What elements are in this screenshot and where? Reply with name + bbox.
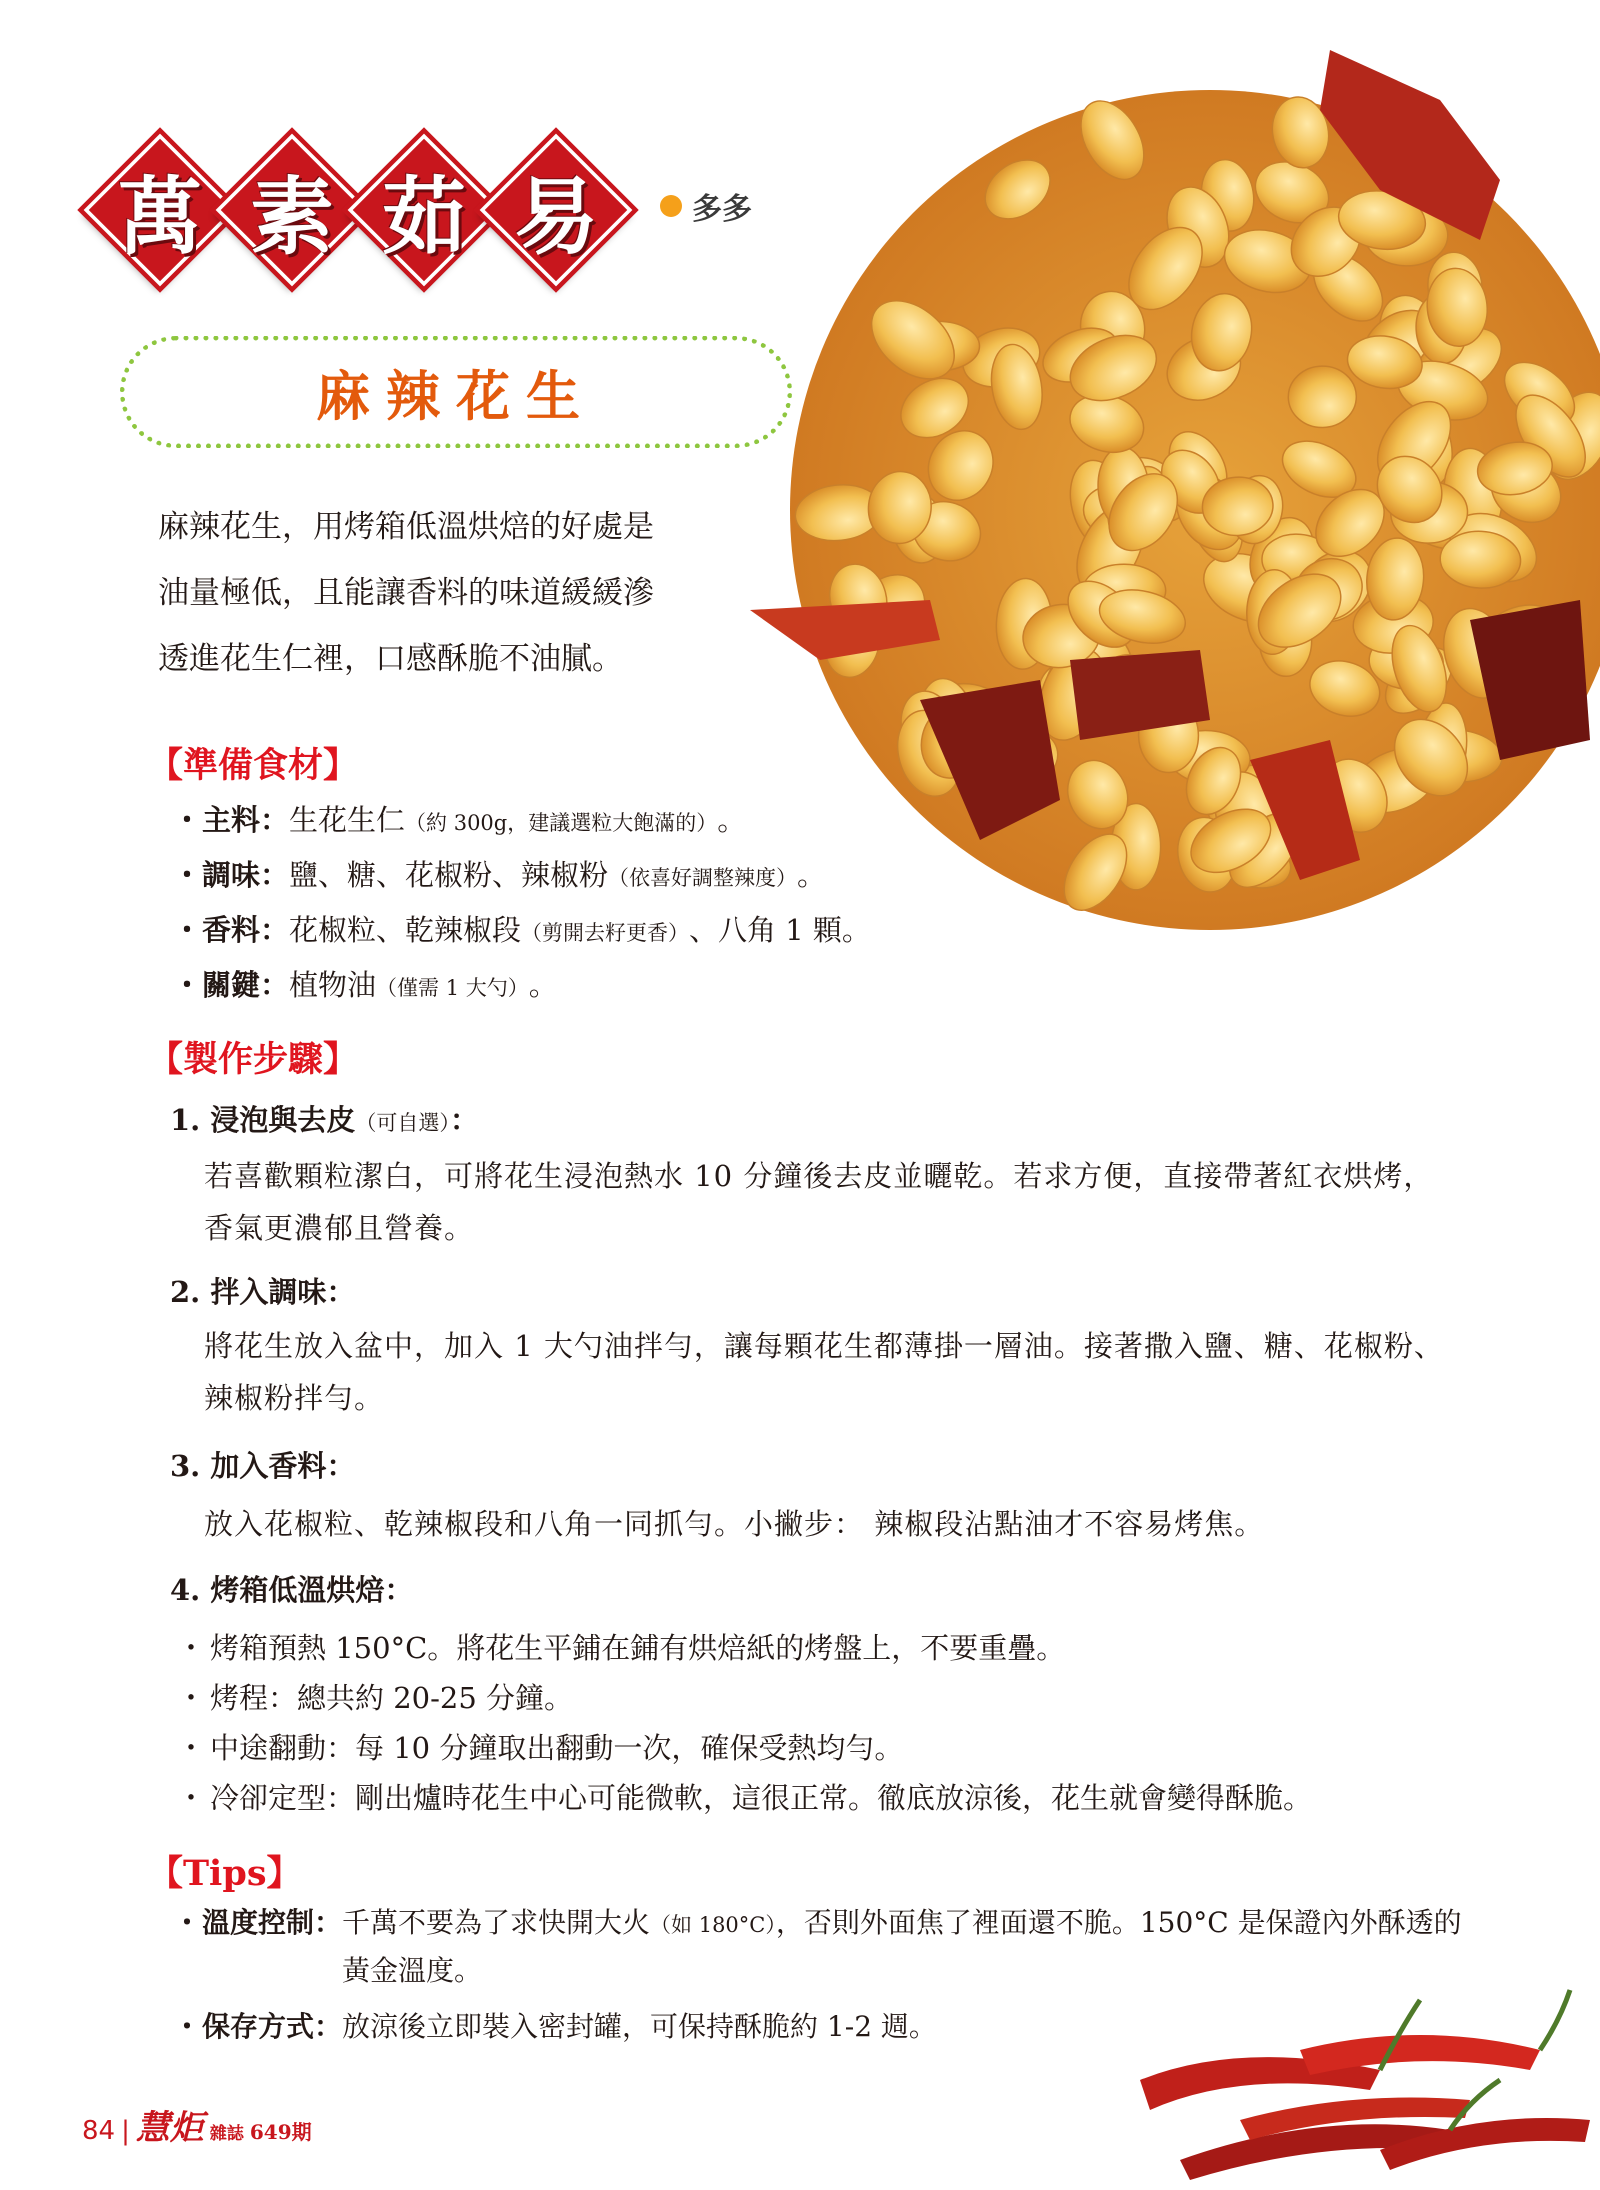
page-footer [82, 2100, 312, 2149]
step-title: 4. 烤箱低溫烘焙： [170, 1573, 414, 1607]
recipe-title-frame [120, 336, 792, 448]
column-char-tile [100, 150, 220, 270]
footer-separator: | [121, 2116, 130, 2146]
ingredient-note: （約 300g，建議選粒大飽滿的） [405, 811, 718, 835]
ingredient-tail: 。 [717, 803, 747, 837]
step-line: 將花生放入盆中，加入 1 大勺油拌勻，讓每顆花生都薄掛一層油。接著撒入鹽、糖、花椒粉、 [204, 1329, 1444, 1363]
tips-heading: 【Tips】 [148, 1853, 302, 1894]
magazine-sub: 雜誌 [209, 2124, 244, 2144]
intro-paragraph [158, 494, 718, 692]
column-char: 茹 [381, 166, 466, 266]
step-body [204, 1320, 1504, 1424]
step-title-note: （可自選） [355, 1111, 450, 1135]
ingredient-text: 鹽、糖、花椒粉、辣椒粉 [289, 858, 609, 892]
tip-text: 千萬不要為了求快開大火 [342, 1906, 651, 1939]
step-sub-item: ・ 烤箱預熱 150°C。將花生平鋪在鋪有烘焙紙的烤盤上，不要重疊。 [172, 1626, 1312, 1676]
step-4-list [172, 1626, 1312, 1826]
tip-text: 放涼後立即裝入密封罐，可保持酥脆約 1-2 週。 [342, 2010, 937, 2043]
tip-note: （如 180°C） [650, 1913, 776, 1937]
ingredient-note: （剪開去籽更香） [521, 921, 690, 945]
step-title: 2. 拌入調味： [170, 1275, 356, 1309]
step-title: 3. 加入香料： [170, 1449, 356, 1483]
tips-list [172, 1900, 1492, 2050]
ingredient-item: ・ 調味： 鹽、糖、花椒粉、辣椒粉 （依喜好調整辣度） 。 [172, 853, 871, 908]
step-sub-text: 烤箱預熱 150°C。將花生平鋪在鋪有烘焙紙的烤盤上，不要重疊。 [210, 1631, 1066, 1665]
step-title-text: 1. 浸泡與去皮 [170, 1103, 356, 1137]
tip-text: 黃金溫度。 [342, 1954, 483, 1987]
intro-line: 透進花生仁裡，口感酥脆不油膩。 [158, 641, 623, 677]
ingredient-text: 花椒粒、乾辣椒段 [289, 913, 522, 947]
ingredient-note: （僅需 1 大勺） [376, 976, 529, 1000]
ingredient-text: 植物油 [289, 968, 377, 1002]
bullet-dot-icon [660, 195, 682, 217]
intro-line: 油量極低，且能讓香料的味道緩緩滲 [158, 575, 654, 611]
step-body [204, 1498, 1504, 1550]
column-char-tile [496, 150, 616, 270]
intro-line: 麻辣花生，用烤箱低溫烘焙的好處是 [158, 509, 654, 545]
ingredient-note: （依喜好調整辣度） [608, 866, 798, 890]
ingredient-item: ・ 關鍵： 植物油 （僅需 1 大勺） 。 [172, 963, 871, 1018]
recipe-title: 麻辣花生 [316, 363, 596, 428]
step-sub-text: 中途翻動：每 10 分鐘取出翻動一次，確保受熱均勻。 [210, 1731, 904, 1765]
ingredient-tail: 、八角 1 顆。 [689, 913, 871, 947]
step-sub-item: ・ 中途翻動：每 10 分鐘取出翻動一次，確保受熱均勻。 [172, 1726, 1312, 1776]
steps-heading: 【製作步驟】 [148, 1039, 359, 1080]
ingredient-item: ・ 主料： 生花生仁 （約 300g，建議選粒大飽滿的） 。 [172, 798, 871, 853]
step-sub-item: ・ 烤程：總共約 20-25 分鐘。 [172, 1676, 1312, 1726]
ingredients-list [172, 798, 871, 1018]
step-line: 若喜歡顆粒潔白，可將花生浸泡熱水 10 分鐘後去皮並曬乾。若求方便，直接帶著紅衣烘烤， [204, 1159, 1434, 1193]
column-char: 萬 [117, 166, 202, 266]
column-char: 素 [249, 166, 334, 266]
ingredient-label: 主料： [202, 803, 290, 837]
ingredient-tail: 。 [528, 968, 558, 1002]
step-sub-text: 烤程：總共約 20-25 分鐘。 [210, 1681, 574, 1715]
tip-text: ，否則外面焦了裡面還不脆。150°C 是保證內外酥透的 [775, 1906, 1462, 1939]
step-line: 辣椒粉拌勻。 [204, 1381, 385, 1415]
tip-item: ・ 保存方式： 放涼後立即裝入密封罐，可保持酥脆約 1-2 週。 [172, 2004, 1492, 2050]
column-char: 易 [513, 166, 598, 266]
step-sub-item: ・ 冷卻定型：剛出爐時花生中心可能微軟，這很正常。徹底放涼後，花生就會變得酥脆。 [172, 1776, 1312, 1826]
step-line: 香氣更濃郁且營養。 [204, 1211, 475, 1245]
step-body [204, 1150, 1504, 1254]
step-sub-text: 冷卻定型：剛出爐時花生中心可能微軟，這很正常。徹底放涼後，花生就會變得酥脆。 [210, 1781, 1313, 1815]
column-char-tile [364, 150, 484, 270]
step-title-colon: ： [449, 1103, 479, 1137]
tip-label: 保存方式： [202, 2010, 343, 2043]
ingredient-text: 生花生仁 [289, 803, 406, 837]
ingredients-heading: 【準備食材】 [148, 745, 359, 786]
step-line: 放入花椒粒、乾辣椒段和八角一同抓勻。小撇步： 辣椒段沾點油才不容易烤焦。 [204, 1507, 1265, 1541]
tip-item: ・ 溫度控制： 千萬不要為了求快開大火（如 180°C），否則外面焦了裡面還不脆。150°C 是保證內外酥透的 黃金溫度。 [172, 1900, 1492, 1994]
peanut-kernel [1288, 366, 1357, 429]
tip-label: 溫度控制： [202, 1906, 343, 1939]
step-title [170, 1098, 479, 1139]
magazine-logo: 慧炬 [135, 2108, 204, 2148]
ingredient-tail: 。 [797, 858, 827, 892]
issue-number: 649期 [249, 2120, 312, 2144]
ingredient-label: 香料： [202, 913, 290, 947]
ingredient-item: ・ 香料： 花椒粒、乾辣椒段 （剪開去籽更香） 、八角 1 顆。 [172, 908, 871, 963]
column-char-tile [232, 150, 352, 270]
author-name: 多多 [692, 192, 752, 227]
ingredient-label: 關鍵： [202, 968, 290, 1002]
author-byline [660, 184, 752, 228]
page-number: 84 [82, 2116, 116, 2146]
ingredient-label: 調味： [202, 858, 290, 892]
column-title [100, 110, 640, 310]
